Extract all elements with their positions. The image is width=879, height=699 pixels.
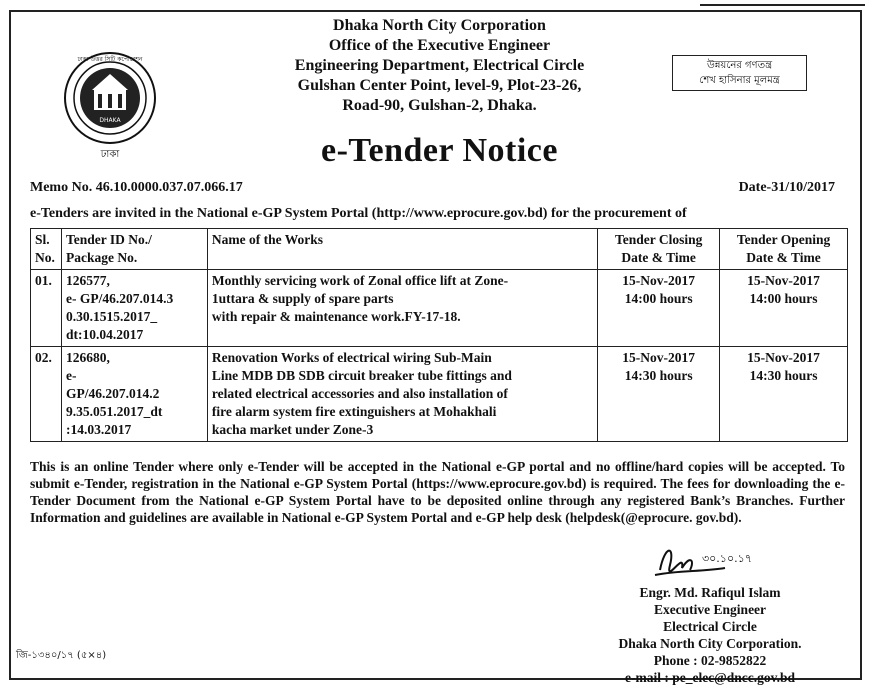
table-row [31, 347, 848, 442]
col-works: Name of the Works [207, 229, 597, 270]
row-works: Monthly servicing work of Zonal office lift at Zone- 1uttara & supply of spare parts with repair & maintenance work.FY-17-18. [207, 270, 597, 347]
top-rule [700, 4, 865, 6]
signature [640, 540, 752, 590]
row-opening: 15-Nov-2017 14:30 hours [720, 347, 848, 442]
slogan-line-2: শেখ হাসিনার মূলমন্ত্র [699, 75, 780, 86]
table-header-row [31, 229, 848, 270]
signer-unit: Electrical Circle [663, 619, 757, 634]
address-line-1: Gulshan Center Point, level-9, Plot-23-26, [297, 77, 582, 94]
notice-title: e-Tender Notice [321, 132, 558, 169]
logo-bottom-text: ঢাকা [100, 149, 120, 160]
tender-instructions: This is an online Tender where only e-Tender will be accepted in the National e-GP portal and no offline/hard copies will be accepted. To submit e-Tender, registration in the National e-GP System Portal (https://www.eprocure.gov.bd) is required. The fees for downloading the e-Tender Document from the National e-GP System Portal have to be deposited online through any registered Bank’s Branches. Further Information and guidelines are available in National e-GP System Portal and e-GP help desk (helpdesk(@eprocure. gov.bd). [30, 459, 845, 525]
row-sl: 02. [31, 347, 62, 442]
memo-number: Memo No. 46.10.0000.037.07.066.17 [30, 180, 243, 195]
signature-date: ৩০.১০.১৭ [702, 552, 752, 565]
col-sl: Sl. No. [31, 229, 62, 270]
tender-table [30, 228, 848, 442]
org-name: Dhaka North City Corporation [333, 17, 546, 34]
row-opening: 15-Nov-2017 14:00 hours [720, 270, 848, 347]
signer-email: e-mail : pe_elec@dncc.gov.bd [624, 670, 796, 685]
table-row [31, 270, 848, 347]
office-name: Office of the Executive Engineer [328, 37, 551, 54]
row-closing: 15-Nov-2017 14:30 hours [598, 347, 720, 442]
row-tender-id: 126577, e- GP/46.207.014.3 0.30.1515.2017_ dt:10.04.2017 [61, 270, 207, 347]
logo-top-text: ঢাকা উত্তর সিটি কর্পোরেশন [77, 56, 143, 63]
row-sl: 01. [31, 270, 62, 347]
row-tender-id: 126680, e- GP/46.207.014.2 9.35.051.2017_dt :14.03.2017 [61, 347, 207, 442]
slogan-line-1: উন্নয়নের গণতন্ত্র [706, 60, 773, 71]
col-tender-id: Tender ID No./ Package No. [61, 229, 207, 270]
signer-phone: Phone : 02-9852822 [653, 653, 767, 668]
col-opening: Tender Opening Date & Time [720, 229, 848, 270]
intro-text: e-Tenders are invited in the National e-GP System Portal (http://www.eprocure.gov.bd) for the procurement of [30, 206, 687, 221]
signer-org: Dhaka North City Corporation. [618, 636, 802, 651]
signer-block [590, 584, 830, 686]
slogan-box [672, 55, 807, 91]
col-closing: Tender Closing Date & Time [598, 229, 720, 270]
address-line-2: Road-90, Gulshan-2, Dhaka. [342, 97, 537, 114]
signer-name: Engr. Md. Rafiqul Islam [639, 585, 781, 600]
row-closing: 15-Nov-2017 14:00 hours [598, 270, 720, 347]
signature-icon [640, 540, 752, 590]
notice-date: Date-31/10/2017 [738, 180, 835, 195]
row-works: Renovation Works of electrical wiring Sub-Main Line MDB DB SDB circuit breaker tube fittings and related electrical accessories and also installation of fire alarm system fire extinguishers at Mohakhali kacha market under Zone-3 [207, 347, 597, 442]
department-name: Engineering Department, Electrical Circle [294, 57, 585, 74]
signer-title: Executive Engineer [653, 602, 767, 617]
logo-mid-text: DHAKA [99, 117, 121, 124]
print-code: জি-১৩৪০/১৭ (৫×৪) [16, 650, 107, 661]
